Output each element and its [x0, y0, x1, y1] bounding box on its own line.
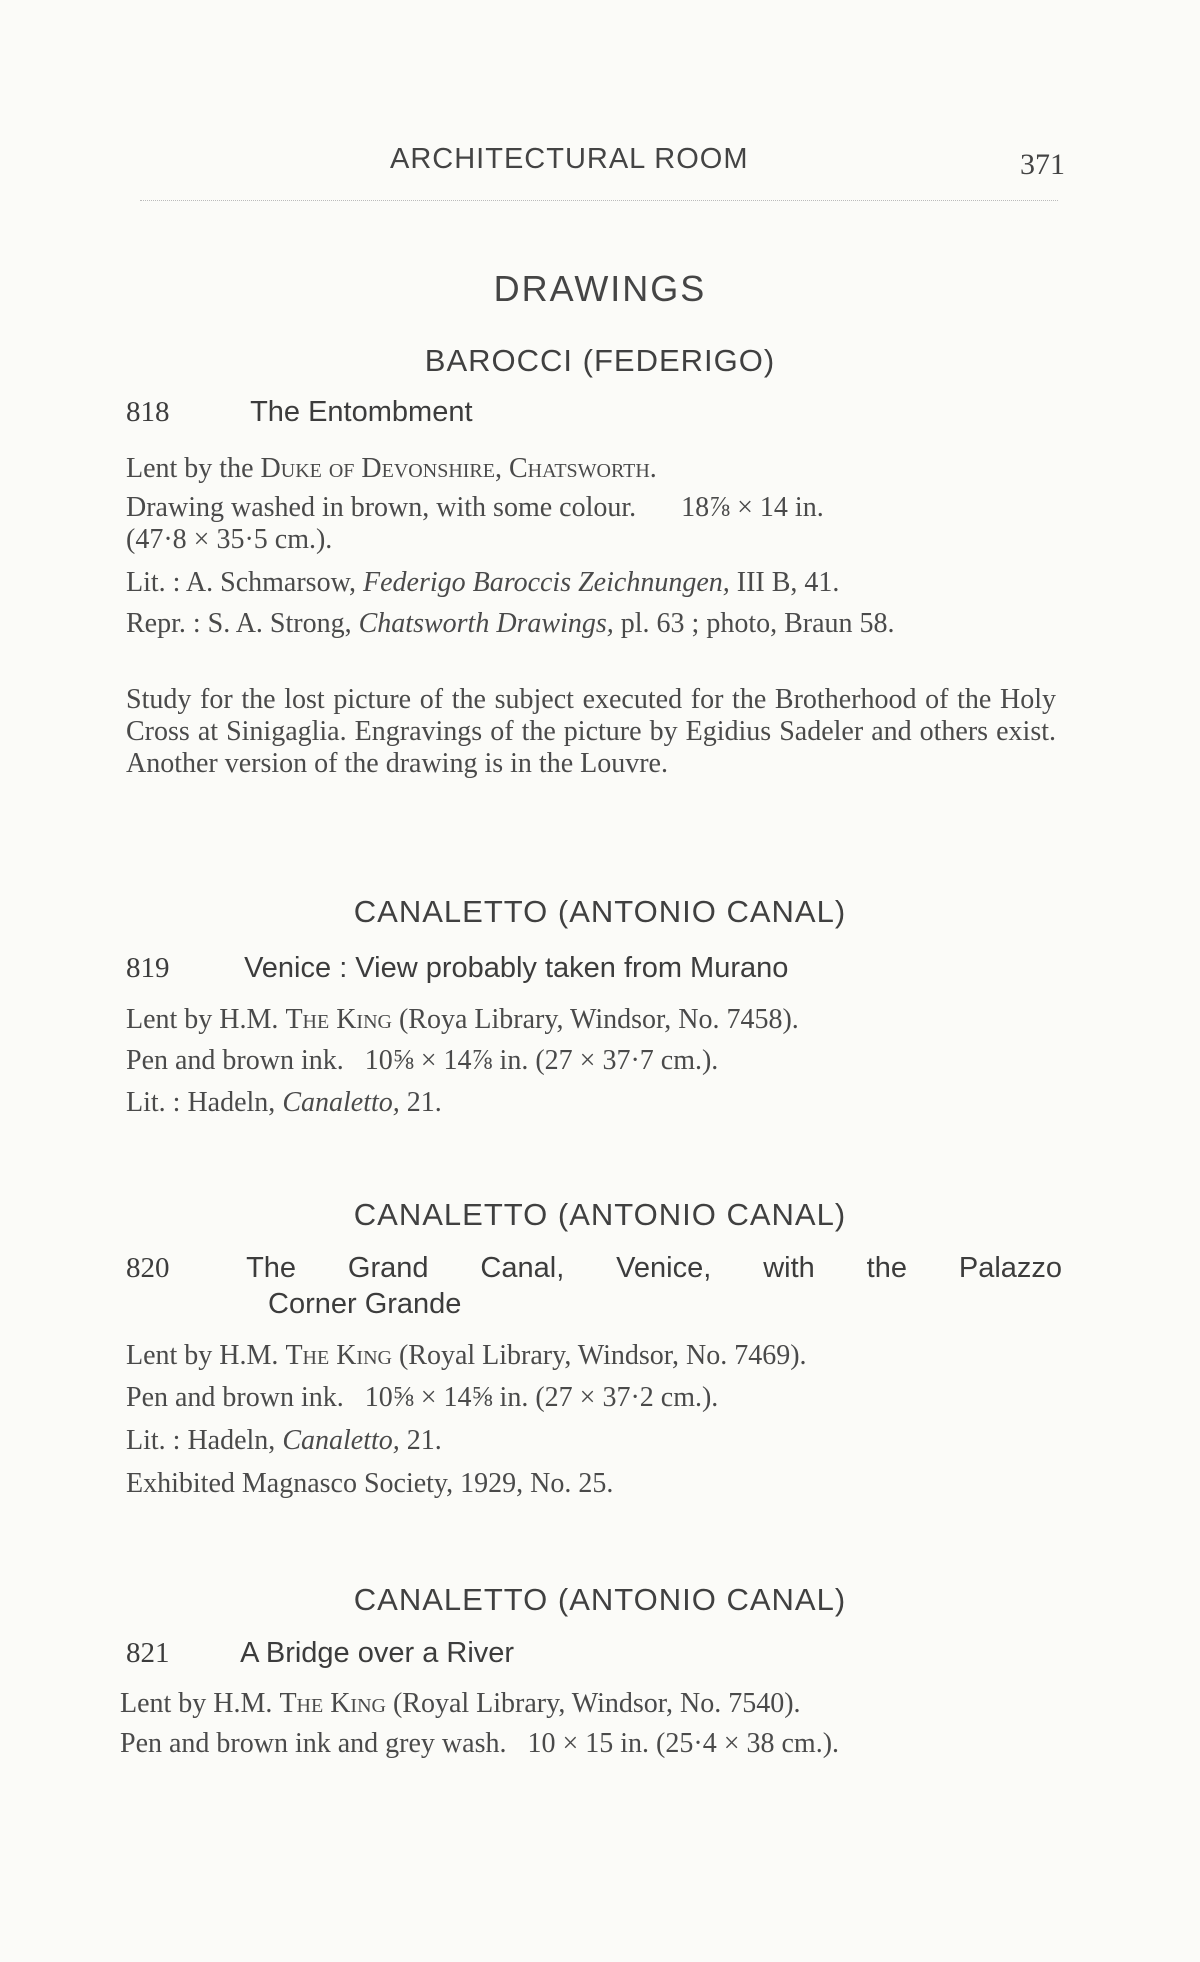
medium-line — [120, 1728, 839, 1760]
lit-ref: 21. — [406, 1425, 442, 1456]
reproduction-line — [126, 608, 1056, 640]
dimensions-cm: (47·8 × 35·5 cm.). — [126, 524, 333, 555]
entry-title-text: A Bridge over a River — [240, 1637, 515, 1669]
dimensions: 10⅝ × 14⅞ in. (27 × 37·7 cm.). — [364, 1045, 719, 1076]
medium: Drawing washed in brown, with some colour. — [126, 492, 637, 523]
lent-suffix: (Roya Library, Windsor, No. 7458). — [391, 1004, 799, 1035]
lit-author: Hadeln, — [187, 1425, 276, 1456]
lit-label: Lit. : — [126, 1425, 181, 1456]
entry-title-text: The Grand Canal, Venice, with the Palazzo — [246, 1252, 1063, 1284]
lent-prefix: Lent by H.M. — [120, 1688, 280, 1719]
lent-prefix: Lent by H.M. — [126, 1004, 286, 1035]
repr-author: S. A. Strong, — [207, 608, 352, 639]
entry-title: 821 A Bridge over a River — [126, 1637, 515, 1669]
lit-title: Federigo Baroccis Zeichnungen, — [362, 567, 730, 598]
artist-heading: CANALETTO (ANTONIO CANAL) — [353, 1582, 847, 1617]
lit-author: A. Schmarsow, — [185, 567, 356, 598]
repr-title: Chatsworth Drawings, — [358, 608, 614, 639]
lender: The King — [285, 1340, 392, 1371]
lit-label: Lit. : — [126, 567, 181, 598]
dimensions: 10⅝ × 14⅝ in. (27 × 37·2 cm.). — [364, 1382, 719, 1413]
lender: The King — [279, 1688, 386, 1719]
artist-heading: BAROCCI (FEDERIGO) — [424, 343, 776, 378]
medium: Pen and brown ink. — [126, 1045, 344, 1076]
literature-line — [126, 1425, 442, 1457]
literature-line — [126, 567, 839, 599]
entry-title-text: Venice : View probably taken from Murano — [244, 952, 789, 984]
repr-ref: pl. 63 ; photo, Braun 58. — [620, 608, 895, 639]
lit-author: Hadeln, — [187, 1087, 276, 1118]
entry-note: Study for the lost picture of the subject executed for the Brotherhood of the Holy Cross at Sinigaglia. Engravings of the picture by Egidius Sadeler and others exist. Another version of the drawing is in the Louvre. — [126, 684, 1056, 779]
dimensions: 10 × 15 in. (25·4 × 38 cm.). — [527, 1728, 840, 1759]
lit-title: Canaletto, — [282, 1087, 400, 1118]
artist-heading: CANALETTO (ANTONIO CANAL) — [353, 894, 847, 929]
medium-line — [126, 1045, 718, 1077]
lit-ref: 21. — [406, 1087, 442, 1118]
medium-line — [126, 492, 1056, 556]
entry-title: 820 The Grand Canal, Venice, with the Palazzo — [126, 1252, 1063, 1284]
lender: The King — [285, 1004, 392, 1035]
medium-line — [126, 1382, 718, 1414]
page-number: 371 — [1020, 148, 1065, 181]
entry-title: 818 The Entombment — [126, 396, 473, 428]
entry-title-text: The Entombment — [250, 396, 473, 428]
lit-title: Canaletto, — [282, 1425, 400, 1456]
lent-prefix: Lent by the — [126, 453, 261, 484]
medium: Pen and brown ink. — [126, 1382, 344, 1413]
lent-suffix: (Royal Library, Windsor, No. 7469). — [391, 1340, 807, 1371]
artist-heading: CANALETTO (ANTONIO CANAL) — [353, 1197, 847, 1232]
header-rule — [140, 200, 1058, 201]
lender: Duke of Devonshire, Chatsworth — [260, 453, 650, 484]
lent-prefix: Lent by H.M. — [126, 1340, 286, 1371]
entry-title: 819 Venice : View probably taken from Murano — [126, 952, 789, 984]
lent-line — [126, 1004, 799, 1036]
exhibited-line: Exhibited Magnasco Society, 1929, No. 25. — [126, 1468, 614, 1499]
repr-label: Repr. : — [126, 608, 201, 639]
medium: Pen and brown ink and grey wash. — [120, 1728, 507, 1759]
lent-line — [120, 1688, 801, 1720]
lent-line — [126, 453, 657, 485]
section-title: DRAWINGS — [493, 268, 707, 309]
lent-suffix: . — [649, 453, 657, 484]
lent-suffix: (Royal Library, Windsor, No. 7540). — [385, 1688, 801, 1719]
lit-ref: III B, 41. — [736, 567, 840, 598]
lent-line — [126, 1340, 807, 1372]
lit-label: Lit. : — [126, 1087, 181, 1118]
entry-title-continued: Corner Grande — [268, 1288, 462, 1320]
running-header: ARCHITECTURAL ROOM — [390, 143, 749, 175]
dimensions-inches: 18⅞ × 14 in. — [681, 492, 824, 523]
literature-line — [126, 1087, 442, 1119]
